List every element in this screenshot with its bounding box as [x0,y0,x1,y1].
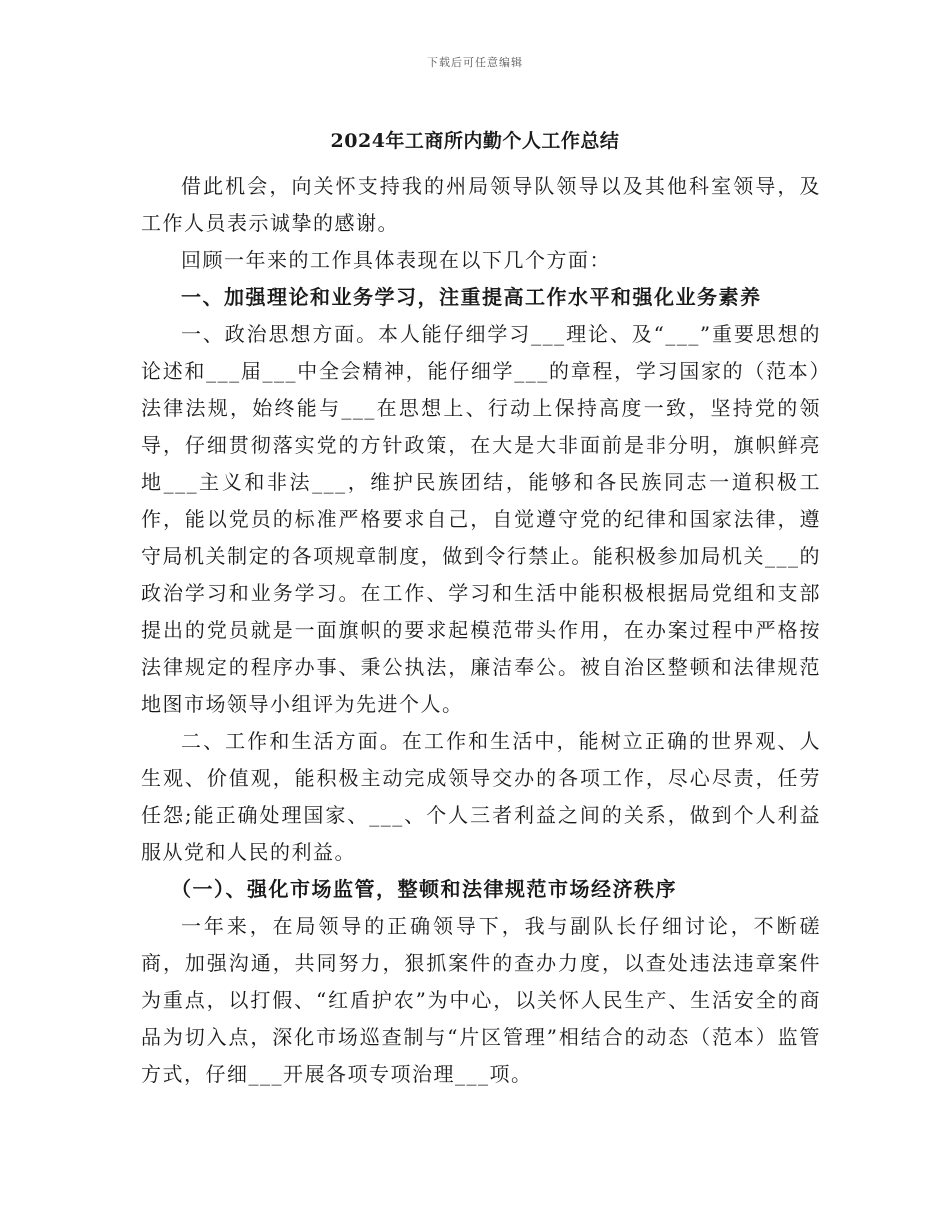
section-heading-1: 一、加强理论和业务学习，注重提高工作水平和强化业务素养 [181,285,762,309]
section-heading-2: （一）、强化市场监管，整顿和法律规范市场经济秩序 [171,877,677,901]
paragraph-market-supervision: 一年来，在局领导的正确领导下，我与副队长仔细讨论，不断磋商，加强沟通，共同努力，狠抓案件的查办力度，以查处违法违章案件为重点，以打假、“红盾护农”为中心，以关怀人民生产、生活安全的商品为切入点，深化市场巡查制与“片区管理”相结合的动态（范本）监管方式，仔细___开展各项专项治理___项。 [141,914,821,1086]
document-body [141,168,821,1093]
paragraph-review-intro: 回顾一年来的工作具体表现在以下几个方面： [181,248,611,272]
paragraph-political-thought: 一、政治思想方面。本人能仔细学习___理论、及“___”重要思想的论述和___届___中全会精神，能仔细学___的章程，学习国家的（范本）法律法规，始终能与___在思想上、行动上保持高度一致，坚持党的领导，仔细贯彻落实党的方针政策，在大是大非面前是非分明，旗帜鲜亮地___主义和非法___，维护民族团结，能够和各民族同志一道积极工作，能以党员的标准严格要求自己，自觉遵守党的纪律和国家法律，遵守局机关制定的各项规章制度，做到令行禁止。能积极参加局机关___的政治学习和业务学习。在工作、学习和生活中能积极根据局党组和支部提出的党员就是一面旗帜的要求起模范带头作用，在办案过程中严格按法律规定的程序办事、秉公执法，廉洁奉公。被自治区整顿和法律规范地图市场领导小组评为先进个人。 [141,322,821,716]
paragraph-thanks: 借此机会，向关怀支持我的州局领导队领导以及其他科室领导，及工作人员表示诚挚的感谢。 [141,174,821,235]
page-header-note: 下载后可任意编辑 [427,56,523,69]
document-title: 2024年工商所内勤个人工作总结 [330,130,620,152]
paragraph-work-and-life: 二、工作和生活方面。在工作和生活中，能树立正确的世界观、人生观、价值观，能积极主动完成领导交办的各项工作，尽心尽责，任劳任怨;能正确处理国家、___、个人三者利益之间的关系，做到个人利益服从党和人民的利益。 [141,729,821,864]
